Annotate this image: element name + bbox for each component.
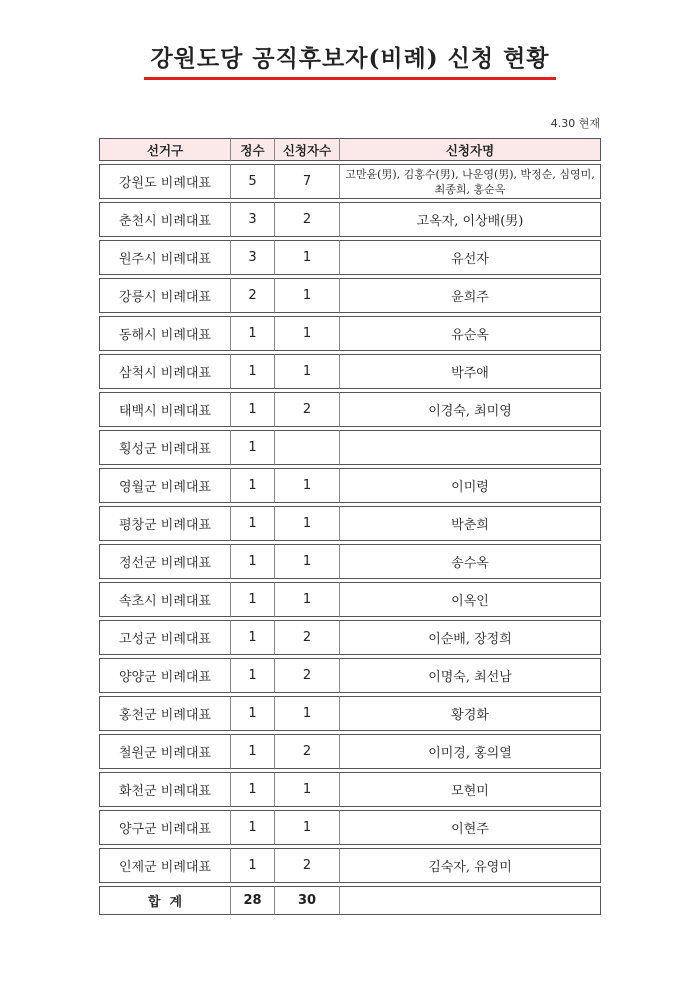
applicants-cell: [275, 430, 340, 465]
seats-cell: 5: [231, 164, 275, 199]
table-row: [99, 848, 601, 883]
table-row: [99, 278, 601, 313]
table-row: [99, 202, 601, 237]
applicants-cell: 1: [275, 582, 340, 617]
district-cell: 평창군 비례대표: [99, 506, 231, 541]
names-cell: 이옥인: [340, 582, 601, 617]
table-row: [99, 696, 601, 731]
applicants-cell: 1: [275, 278, 340, 313]
applicants-cell: 2: [275, 620, 340, 655]
seats-cell: 3: [231, 240, 275, 275]
seats-cell: 3: [231, 202, 275, 237]
table-row: [99, 316, 601, 351]
applicants-cell: 2: [275, 202, 340, 237]
table-row: [99, 392, 601, 427]
names-cell: 이미령: [340, 468, 601, 503]
date-label: 4.30 현재: [550, 117, 600, 130]
page-title: 강원도당 공직후보자(비례) 신청 현황: [144, 40, 555, 80]
district-cell: 양구군 비례대표: [99, 810, 231, 845]
seats-cell: 1: [231, 392, 275, 427]
table-row: [99, 582, 601, 617]
district-cell: 영월군 비례대표: [99, 468, 231, 503]
district-cell: 철원군 비례대표: [99, 734, 231, 769]
district-cell: 고성군 비례대표: [99, 620, 231, 655]
district-cell: 속초시 비례대표: [99, 582, 231, 617]
names-cell: 박춘희: [340, 506, 601, 541]
header-names: 신청자명: [340, 138, 601, 161]
table-row: [99, 620, 601, 655]
applicants-cell: 1: [275, 240, 340, 275]
applicants-cell: 1: [275, 772, 340, 807]
seats-cell: 1: [231, 620, 275, 655]
applicants-cell: 7: [275, 164, 340, 199]
total-applicants: 30: [275, 886, 340, 915]
applicants-cell: 1: [275, 468, 340, 503]
table-body: [99, 164, 601, 883]
names-cell: 김숙자, 유영미: [340, 848, 601, 883]
seats-cell: 1: [231, 696, 275, 731]
applicant-table: [99, 135, 601, 918]
names-cell: 이명숙, 최선남: [340, 658, 601, 693]
applicants-cell: 1: [275, 506, 340, 541]
seats-cell: 1: [231, 734, 275, 769]
seats-cell: 1: [231, 316, 275, 351]
district-cell: 춘천시 비례대표: [99, 202, 231, 237]
applicants-cell: 2: [275, 392, 340, 427]
applicants-cell: 1: [275, 544, 340, 579]
district-cell: 정선군 비례대표: [99, 544, 231, 579]
title-container: [0, 40, 700, 80]
table-row: [99, 468, 601, 503]
table-row: [99, 430, 601, 465]
district-cell: 인제군 비례대표: [99, 848, 231, 883]
applicants-cell: 1: [275, 354, 340, 389]
applicants-cell: 1: [275, 316, 340, 351]
applicants-cell: 1: [275, 810, 340, 845]
district-cell: 삼척시 비례대표: [99, 354, 231, 389]
seats-cell: 1: [231, 430, 275, 465]
names-cell: 모현미: [340, 772, 601, 807]
table-row: [99, 772, 601, 807]
names-cell: 고만윤(男), 김홍수(男), 나운영(男), 박정순, 심영미, 최종희, 홍순옥: [340, 164, 601, 199]
header-seats: 정수: [231, 138, 275, 161]
names-cell: 이현주: [340, 810, 601, 845]
names-cell: 황경화: [340, 696, 601, 731]
table-row: [99, 164, 601, 199]
names-cell: 윤희주: [340, 278, 601, 313]
table-row: [99, 734, 601, 769]
district-cell: 강원도 비례대표: [99, 164, 231, 199]
table-row: [99, 658, 601, 693]
total-seats: 28: [231, 886, 275, 915]
names-cell: 유순옥: [340, 316, 601, 351]
names-cell: 이미경, 홍의열: [340, 734, 601, 769]
district-cell: 동해시 비례대표: [99, 316, 231, 351]
district-cell: 홍천군 비례대표: [99, 696, 231, 731]
header-applicants: 신청자수: [275, 138, 340, 161]
total-label: 합 계: [99, 886, 231, 915]
applicants-cell: 2: [275, 848, 340, 883]
applicants-cell: 1: [275, 696, 340, 731]
district-cell: 강릉시 비례대표: [99, 278, 231, 313]
seats-cell: 2: [231, 278, 275, 313]
table-row: [99, 544, 601, 579]
total-names: [340, 886, 601, 915]
district-cell: 원주시 비례대표: [99, 240, 231, 275]
table-row: [99, 240, 601, 275]
seats-cell: 1: [231, 810, 275, 845]
names-cell: 이경숙, 최미영: [340, 392, 601, 427]
names-cell: 이순배, 장정희: [340, 620, 601, 655]
applicants-cell: 2: [275, 658, 340, 693]
district-cell: 태백시 비례대표: [99, 392, 231, 427]
seats-cell: 1: [231, 658, 275, 693]
table-row: [99, 354, 601, 389]
seats-cell: 1: [231, 468, 275, 503]
seats-cell: 1: [231, 354, 275, 389]
names-cell: 박주애: [340, 354, 601, 389]
district-cell: 횡성군 비례대표: [99, 430, 231, 465]
seats-cell: 1: [231, 848, 275, 883]
seats-cell: 1: [231, 544, 275, 579]
seats-cell: 1: [231, 772, 275, 807]
names-cell: 송수옥: [340, 544, 601, 579]
names-cell: 유선자: [340, 240, 601, 275]
table-row: [99, 506, 601, 541]
header-district: 선거구: [99, 138, 231, 161]
district-cell: 화천군 비례대표: [99, 772, 231, 807]
applicants-cell: 2: [275, 734, 340, 769]
district-cell: 양양군 비례대표: [99, 658, 231, 693]
total-row: [99, 886, 601, 915]
names-cell: [340, 430, 601, 465]
names-cell: 고옥자, 이상배(男): [340, 202, 601, 237]
seats-cell: 1: [231, 506, 275, 541]
seats-cell: 1: [231, 582, 275, 617]
table-header-row: [99, 138, 601, 161]
table-row: [99, 810, 601, 845]
